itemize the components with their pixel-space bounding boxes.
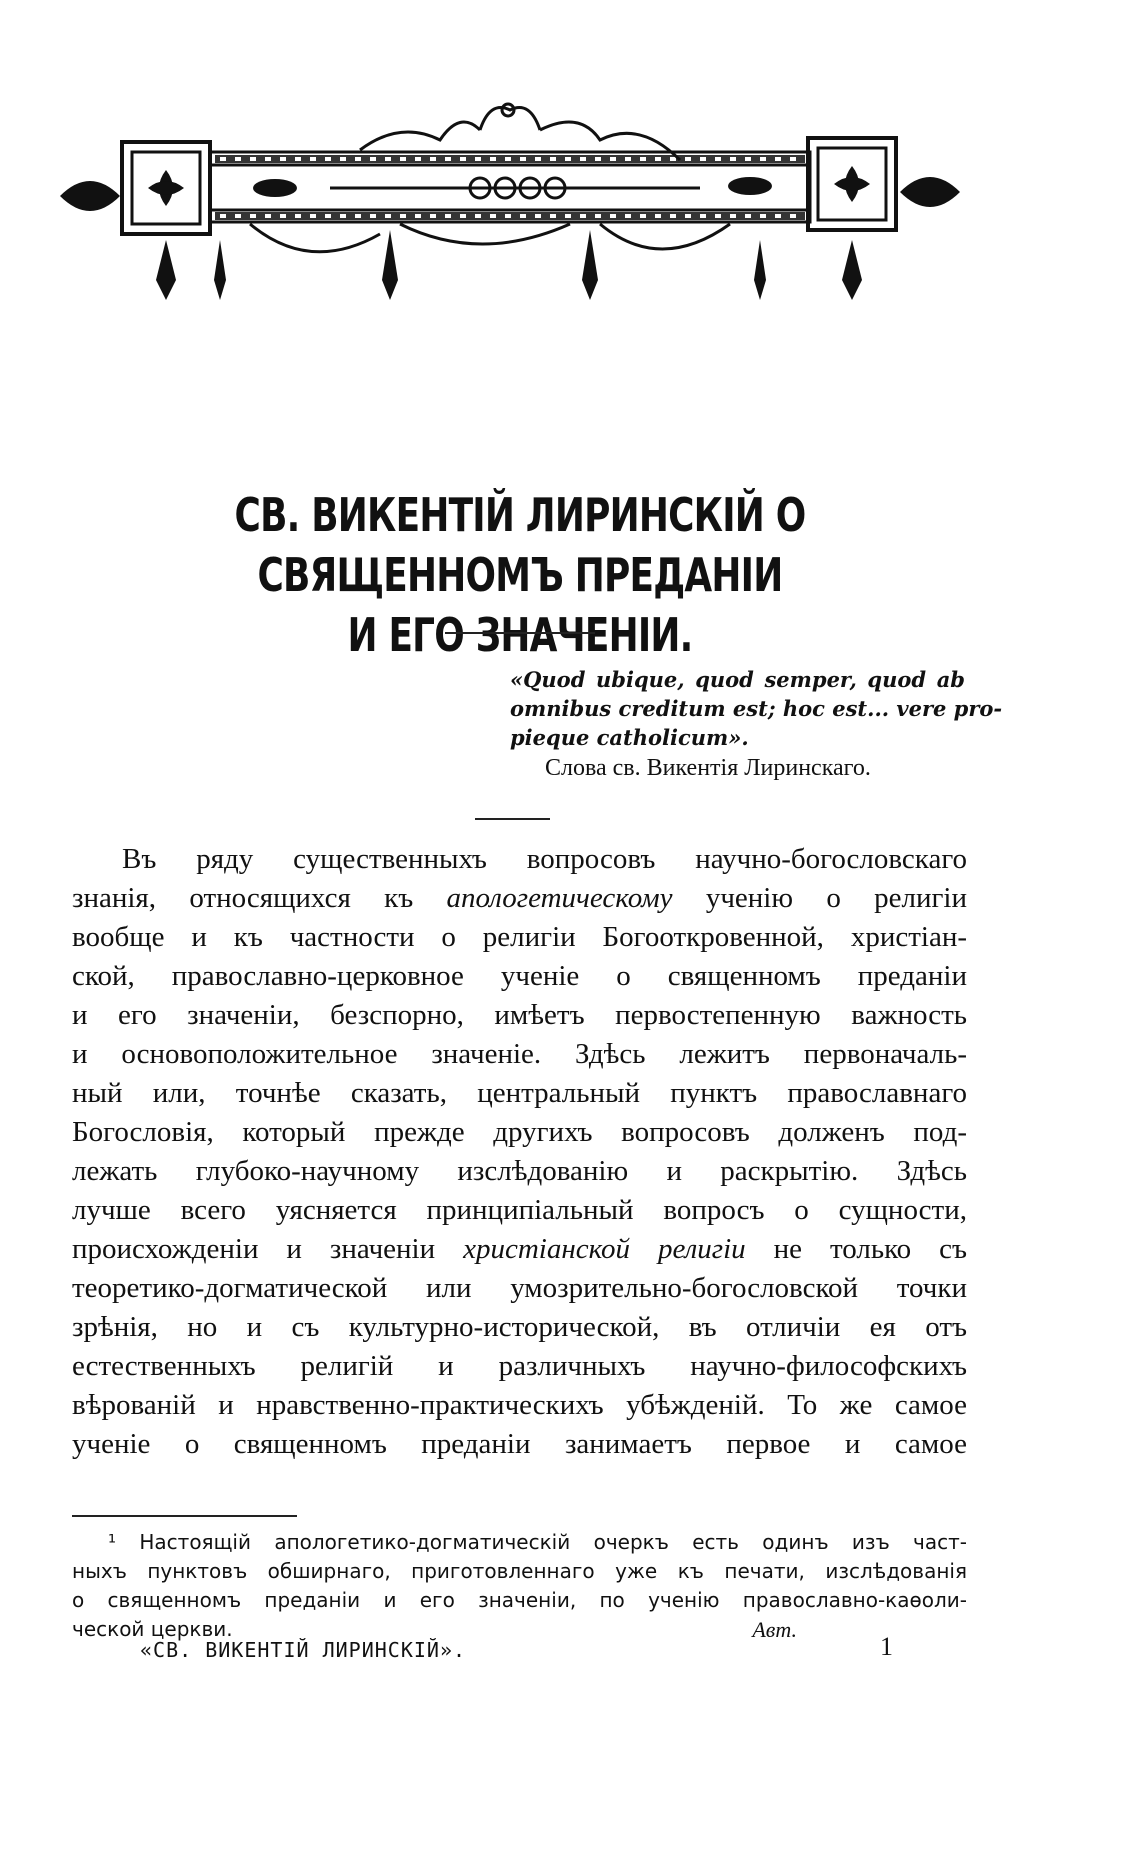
emphasis: апологетическому bbox=[446, 882, 673, 914]
footnote-line: ¹ Настоящій апологетико-догматическій очеркъ есть одинъ изъ част- bbox=[108, 1530, 967, 1554]
body-line: вѣрованій и нравственно-практическихъ убѣжденій. То же самое bbox=[72, 1389, 967, 1421]
body-line: знанія, относящихся къ апологетическому ученію о религіи bbox=[72, 882, 967, 914]
epigraph bbox=[510, 665, 1003, 752]
footnote-author: Авт. bbox=[752, 1617, 797, 1642]
footnote bbox=[72, 1528, 967, 1644]
body-line: лучше всего уясняется принципіальный вопросъ о сущности, bbox=[72, 1194, 967, 1226]
body-line: вообще и къ частности о религіи Богооткровенной, христіан- bbox=[72, 921, 967, 953]
body-line: ской, православно-церковное ученіе о священномъ преданіи bbox=[72, 960, 967, 992]
epigraph-attribution: Слова св. Викентія Лиринскаго. bbox=[545, 755, 871, 781]
title-divider bbox=[445, 632, 595, 634]
body-line: Богословія, который прежде другихъ вопросовъ долженъ под- bbox=[72, 1116, 967, 1148]
body-line: зрѣнія, но и съ культурно-исторической, въ отличіи ея отъ bbox=[72, 1311, 967, 1343]
body-line: ный или, точнѣе сказать, центральный пунктъ православнаго bbox=[72, 1077, 967, 1109]
epigraph-line: omnibus creditum est; hoc est... vere pro- bbox=[510, 696, 1003, 721]
footnote-line: о священномъ преданіи и его значеніи, по ученію православно-каѳоли- bbox=[72, 1588, 967, 1612]
body-paragraph bbox=[72, 840, 967, 1464]
body-line: лежать глубоко-научному изслѣдованію и раскрытію. Здѣсь bbox=[72, 1155, 967, 1187]
body-line: теоретико-догматической или умозрительно-богословской точки bbox=[72, 1272, 967, 1304]
footnote-divider bbox=[72, 1515, 297, 1517]
epigraph-divider bbox=[475, 818, 550, 820]
body-line: происхожденіи и значеніи христіанской религіи не только съ bbox=[72, 1233, 968, 1265]
body-line: и основоположительное значеніе. Здѣсь лежитъ первоначаль- bbox=[72, 1038, 967, 1070]
page-number: 1 bbox=[880, 1632, 893, 1661]
epigraph-line: «Quod ubique, quod semper, quod ab bbox=[510, 667, 965, 692]
footnote-line: ныхъ пунктовъ обширнаго, приготовленнаго уже къ печати, изслѣдованія bbox=[72, 1559, 967, 1583]
body-line: Въ ряду существенныхъ вопросовъ научно-богословскаго bbox=[122, 843, 967, 875]
title-line-2: И ЕГО ЗНАЧЕНІИ. bbox=[347, 608, 693, 662]
footnote-line: ческой церкви. Авт. bbox=[72, 1617, 797, 1642]
signature-line: «СВ. ВИКЕНТІЙ ЛИРИНСКІЙ». bbox=[140, 1638, 467, 1662]
body-line: естественныхъ религій и различныхъ научно-философскихъ bbox=[72, 1350, 967, 1382]
body-line: и его значеніи, безспорно, имѣетъ первостепенную важность bbox=[72, 999, 967, 1031]
emphasis: христіанской религіи bbox=[463, 1233, 746, 1265]
epigraph-line: pieque catholicum». bbox=[510, 725, 749, 750]
decorative-headpiece-icon bbox=[60, 100, 960, 340]
body-line: ученіе о священномъ преданіи занимаетъ первое и самое bbox=[72, 1428, 967, 1460]
page-title bbox=[161, 485, 879, 665]
title-line-1: СВ. ВИКЕНТІЙ ЛИРИНСКІЙ О СВЯЩЕННОМЪ ПРЕДАНІИ bbox=[234, 488, 806, 602]
